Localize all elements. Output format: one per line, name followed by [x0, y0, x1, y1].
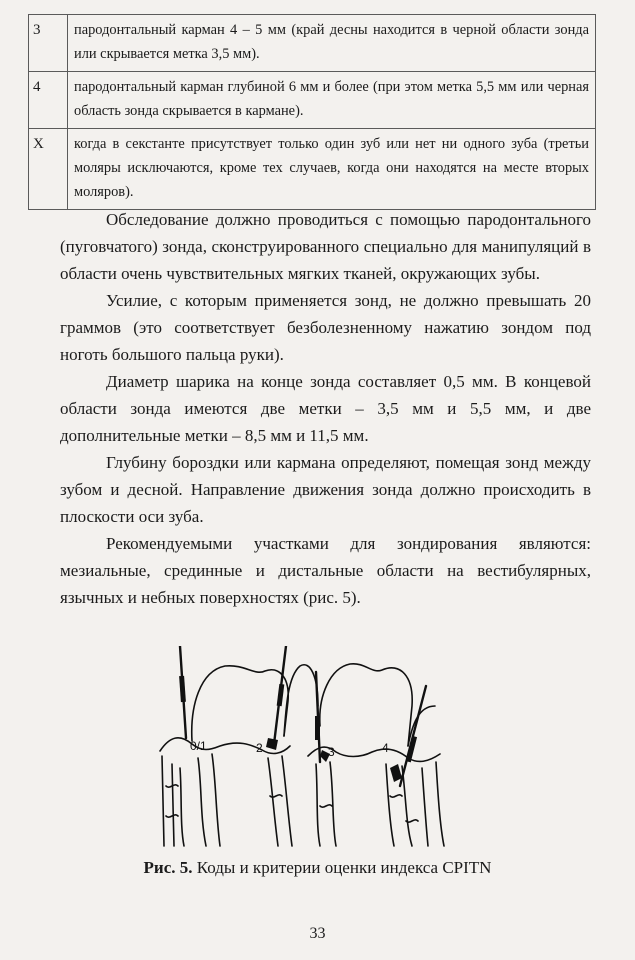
table-row [29, 15, 596, 72]
code-cell: X [29, 129, 68, 210]
paragraph: Диаметр шарика на конце зонда составляет 0,5 мм. В концевой области зонда имеются две метки – 3,5 мм и 5,5 мм, и две дополнительные метки – 8,5 мм и 11,5 мм. [60, 372, 591, 445]
page-number: 33 [309, 925, 326, 942]
description-cell: пародонтальный карман 4 – 5 мм (край десны находится в черной области зонда или скрывается метка 3,5 мм). [68, 15, 596, 72]
description-cell: когда в секстанте присутствует только один зуб или нет ни одного зуба (третьи моляры исключаются, кроме тех случаев, когда они находятся на месте вторых моляров). [68, 129, 596, 210]
paragraph: Обследование должно проводиться с помощью пародонтального (пуговчатого) зонда, сконструированного специально для манипуляций в области очень чувствительных мягких тканей, окружающих зубы. [60, 210, 591, 283]
caption-text: Коды и критерии оценки индекса CPITN [192, 858, 492, 877]
figure-label-0-1: 0/1 [190, 739, 207, 753]
code-cell: 3 [29, 15, 68, 72]
paragraph: Глубину бороздки или кармана определяют, помещая зонд между зубом и десной. Направление движения зонда должно происходить в плоскости оси зуба. [60, 453, 591, 526]
paragraph: Усилие, с которым применяется зонд, не должно превышать 20 граммов (это соответствует безболезненному нажатию зондом под ноготь большого пальца руки). [60, 291, 591, 364]
cpitn-probing-illustration [150, 646, 450, 856]
paragraph: Рекомендуемыми участками для зондирования являются: мезиальные, срединные и дистальные области на вестибулярных, язычных и небных поверхностях (рис. 5). [60, 534, 591, 607]
table-row [29, 72, 596, 129]
figure-label-3: 3 [328, 745, 335, 759]
caption-label: Рис. 5. [143, 858, 193, 877]
description-cell: пародонтальный карман глубиной 6 мм и более (при этом метка 5,5 мм или черная область зонда скрывается в кармане). [68, 72, 596, 129]
code-cell: 4 [29, 72, 68, 129]
tooth-crown-right-pair [284, 665, 318, 736]
figure-label-2: 2 [256, 741, 263, 755]
figure-label-4: 4 [382, 741, 389, 755]
tooth-crown-left [192, 666, 288, 741]
table-row [29, 129, 596, 210]
cpitn-criteria-table [28, 14, 596, 210]
figure-caption [0, 858, 635, 878]
body-text [60, 206, 591, 611]
tooth-crown-third [320, 664, 412, 746]
